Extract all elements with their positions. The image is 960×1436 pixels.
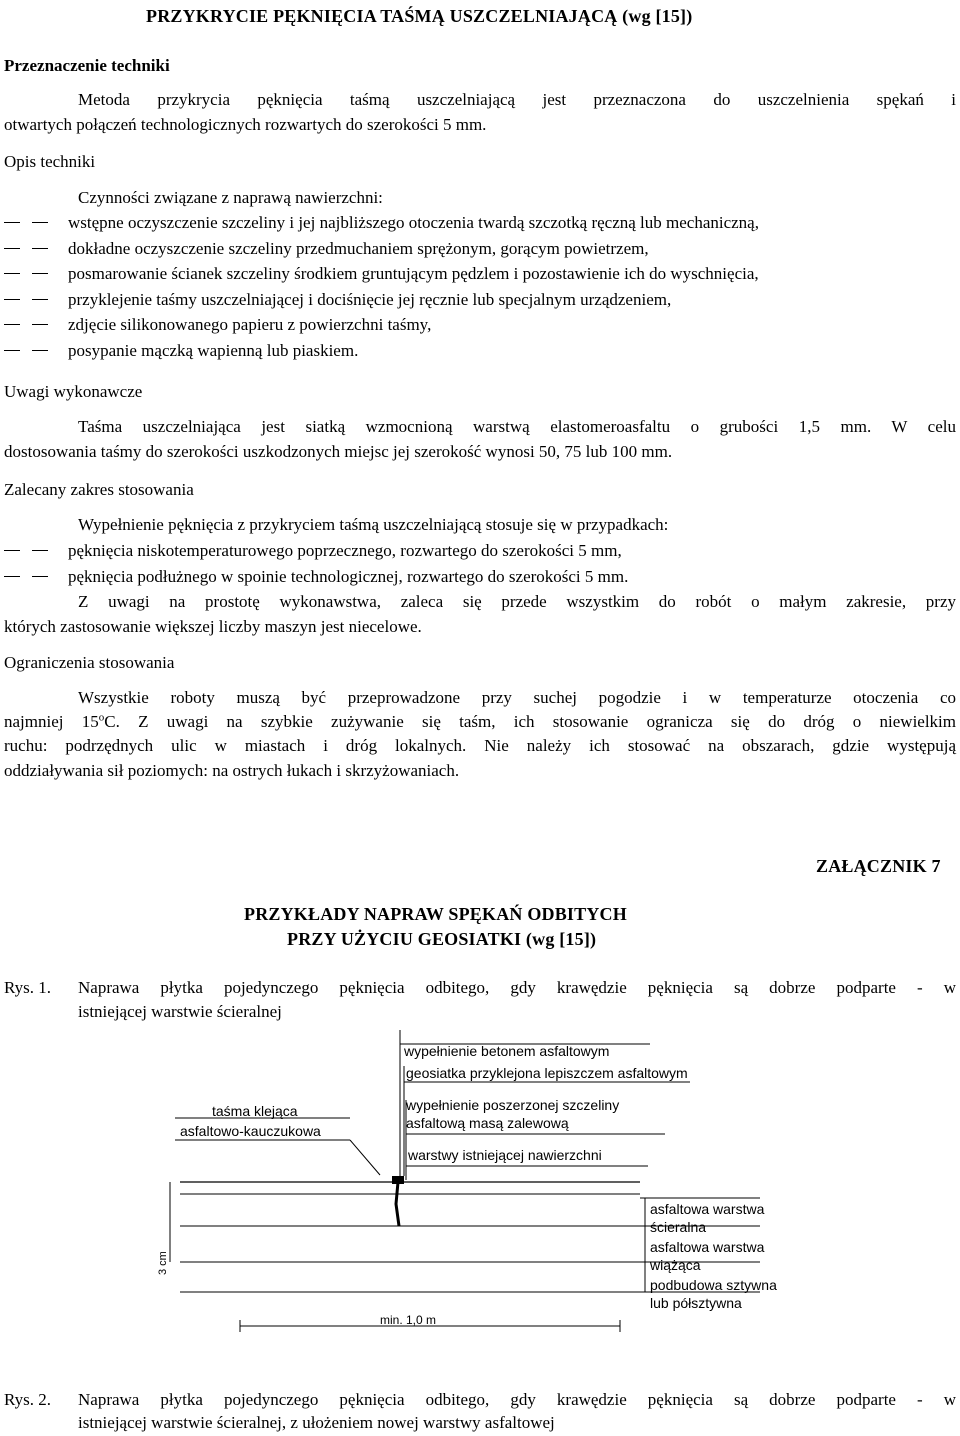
fig1-caption-line-1: Naprawa płytka pojedynczego pęknięcia odbitego, gdy krawędzie pęknięcia są dobrze podparte - w	[78, 978, 956, 997]
remarks-heading: Uwagi wykonawcze	[4, 382, 143, 401]
limits-heading: Ograniczenia stosowania	[4, 653, 175, 672]
label-tape-1: taśma klejąca	[212, 1103, 298, 1119]
purpose-heading: Przeznaczenie techniki	[4, 56, 170, 75]
scope-intro: Wypełnienie pęknięcia z przykryciem taśmą uszczelniającą stosuje się w przypadkach:	[78, 515, 669, 534]
layer-label: asfaltowa warstwa	[650, 1201, 765, 1217]
dim-height-label: 3 cm	[157, 1251, 169, 1275]
layer-label: lub półsztywna	[650, 1295, 742, 1311]
appendix-title-line-1: PRZYKŁADY NAPRAW SPĘKAŃ ODBITYCH	[244, 904, 627, 924]
limits-line-4: oddziaływania sił poziomych: na ostrych łukach i skrzyżowaniach.	[4, 761, 460, 780]
layer-label: podbudowa sztywna	[650, 1277, 777, 1293]
limits-line-1: Wszystkie roboty muszą być przeprowadzone przy suchej pogodzie i w temperaturze otoczenia co	[78, 688, 956, 707]
scope-note-line-2: których zastosowanie większej liczby maszyn jest niecelowe.	[4, 617, 422, 636]
section-title: PRZYKRYCIE PĘKNIĘCIA TAŚMĄ USZCZELNIAJĄCĄ (wg [15])	[146, 6, 693, 26]
list-item: zdjęcie silikonowanego papieru z powierzchni taśmy,	[68, 315, 432, 334]
list-item: posmarowanie ścianek szczeliny środkiem gruntującym pędzlem i pozostawienie ich do wyschnięcia,	[68, 264, 759, 283]
scope-note-line-1: Z uwagi na prostotę wykonawstwa, zaleca się przede wszystkim do robót o małym zakresie, przy	[78, 592, 956, 611]
label-tape-2: asfaltowo-kauczukowa	[180, 1123, 321, 1139]
purpose-line-1: Metoda przykrycia pęknięcia taśmą uszczelniającą jest przeznaczona do uszczelnienia spękań i	[78, 90, 956, 109]
list-item: przyklejenie taśmy uszczelniającej i dociśnięcie jej ręcznie lub specjalnym urządzeniem,	[68, 290, 672, 309]
limits-line-2a: najmniej 15	[4, 712, 99, 731]
purpose-line-2: otwartych połączeń technologicznych rozwartych do szerokości 5 mm.	[4, 115, 487, 134]
list-item: pęknięcia niskotemperaturowego poprzecznego, rozwartego do szerokości 5 mm,	[68, 541, 622, 560]
remarks-line-2: dostosowania taśmy do szerokości uszkodzonych miejsc jej szerokość wynosi 50, 75 lub 100 mm.	[4, 442, 673, 461]
list-item: pęknięcia podłużnego w spoinie technologicznej, rozwartego do szerokości 5 mm.	[68, 567, 629, 586]
layer-label: wiążąca	[650, 1257, 701, 1273]
limits-line-3: ruchu: podrzędnych ulic w miastach i dróg lokalnych. Nie należy ich stosować na obszarach, gdzie występują	[4, 736, 956, 755]
appendix-label: ZAŁĄCZNIK 7	[816, 856, 941, 876]
fig2-caption-line-1: Naprawa płytka pojedynczego pęknięcia odbitego, gdy krawędzie pęknięcia są dobrze podparte - w	[78, 1390, 956, 1409]
layer-label: ścieralna	[650, 1219, 707, 1235]
list-item: wstępne oczyszczenie szczeliny i jej najbliższego otoczenia twardą szczotką ręczną lub mechaniczną,	[68, 213, 759, 232]
description-heading: Opis techniki	[4, 152, 96, 171]
label-crack-fill-2: asfaltową masą zalewową	[406, 1115, 569, 1131]
list-item: posypanie mączką wapienną lub piaskiem.	[68, 341, 359, 360]
scope-heading: Zalecany zakres stosowania	[4, 480, 194, 499]
dim-width-label: min. 1,0 m	[380, 1313, 437, 1327]
limits-line-2	[4, 710, 956, 734]
degree-superscript: o	[98, 711, 105, 724]
fig1-number: Rys. 1.	[4, 978, 52, 997]
remarks-line-1: Taśma uszczelniająca jest siatką wzmocnioną warstwą elastomeroasfaltu o grubości 1,5 mm. W celu	[78, 417, 956, 436]
fig2-caption-line-2: istniejącej warstwie ścieralnej, z ułożeniem nowej warstwy asfaltowej	[78, 1413, 555, 1432]
label-fill: wypełnienie betonem asfaltowym	[404, 1043, 610, 1059]
description-intro: Czynności związane z naprawą nawierzchni:	[78, 188, 383, 207]
limits-line-2b: C. Z uwagi na szybkie zużywanie się taśm, ich stosowanie ogranicza się do dróg o niewielkim	[104, 712, 957, 731]
fig1-caption-line-2: istniejącej warstwie ścieralnej	[78, 1002, 282, 1021]
figure-1-cross-section	[0, 1030, 960, 1350]
label-geogrid: geosiatka przyklejona lepiszczem asfaltowym	[406, 1065, 688, 1081]
fig2-number: Rys. 2.	[4, 1390, 52, 1409]
label-existing-layers: warstwy istniejącej nawierzchni	[408, 1147, 602, 1163]
appendix-title-line-2: PRZY UŻYCIU GEOSIATKI (wg [15])	[287, 929, 597, 949]
layer-label: asfaltowa warstwa	[650, 1239, 765, 1255]
list-item: dokładne oczyszczenie szczeliny przedmuchaniem sprężonym, gorącym powietrzem,	[68, 239, 649, 258]
label-crack-fill-1: wypełnienie poszerzonej szczeliny	[406, 1097, 620, 1113]
